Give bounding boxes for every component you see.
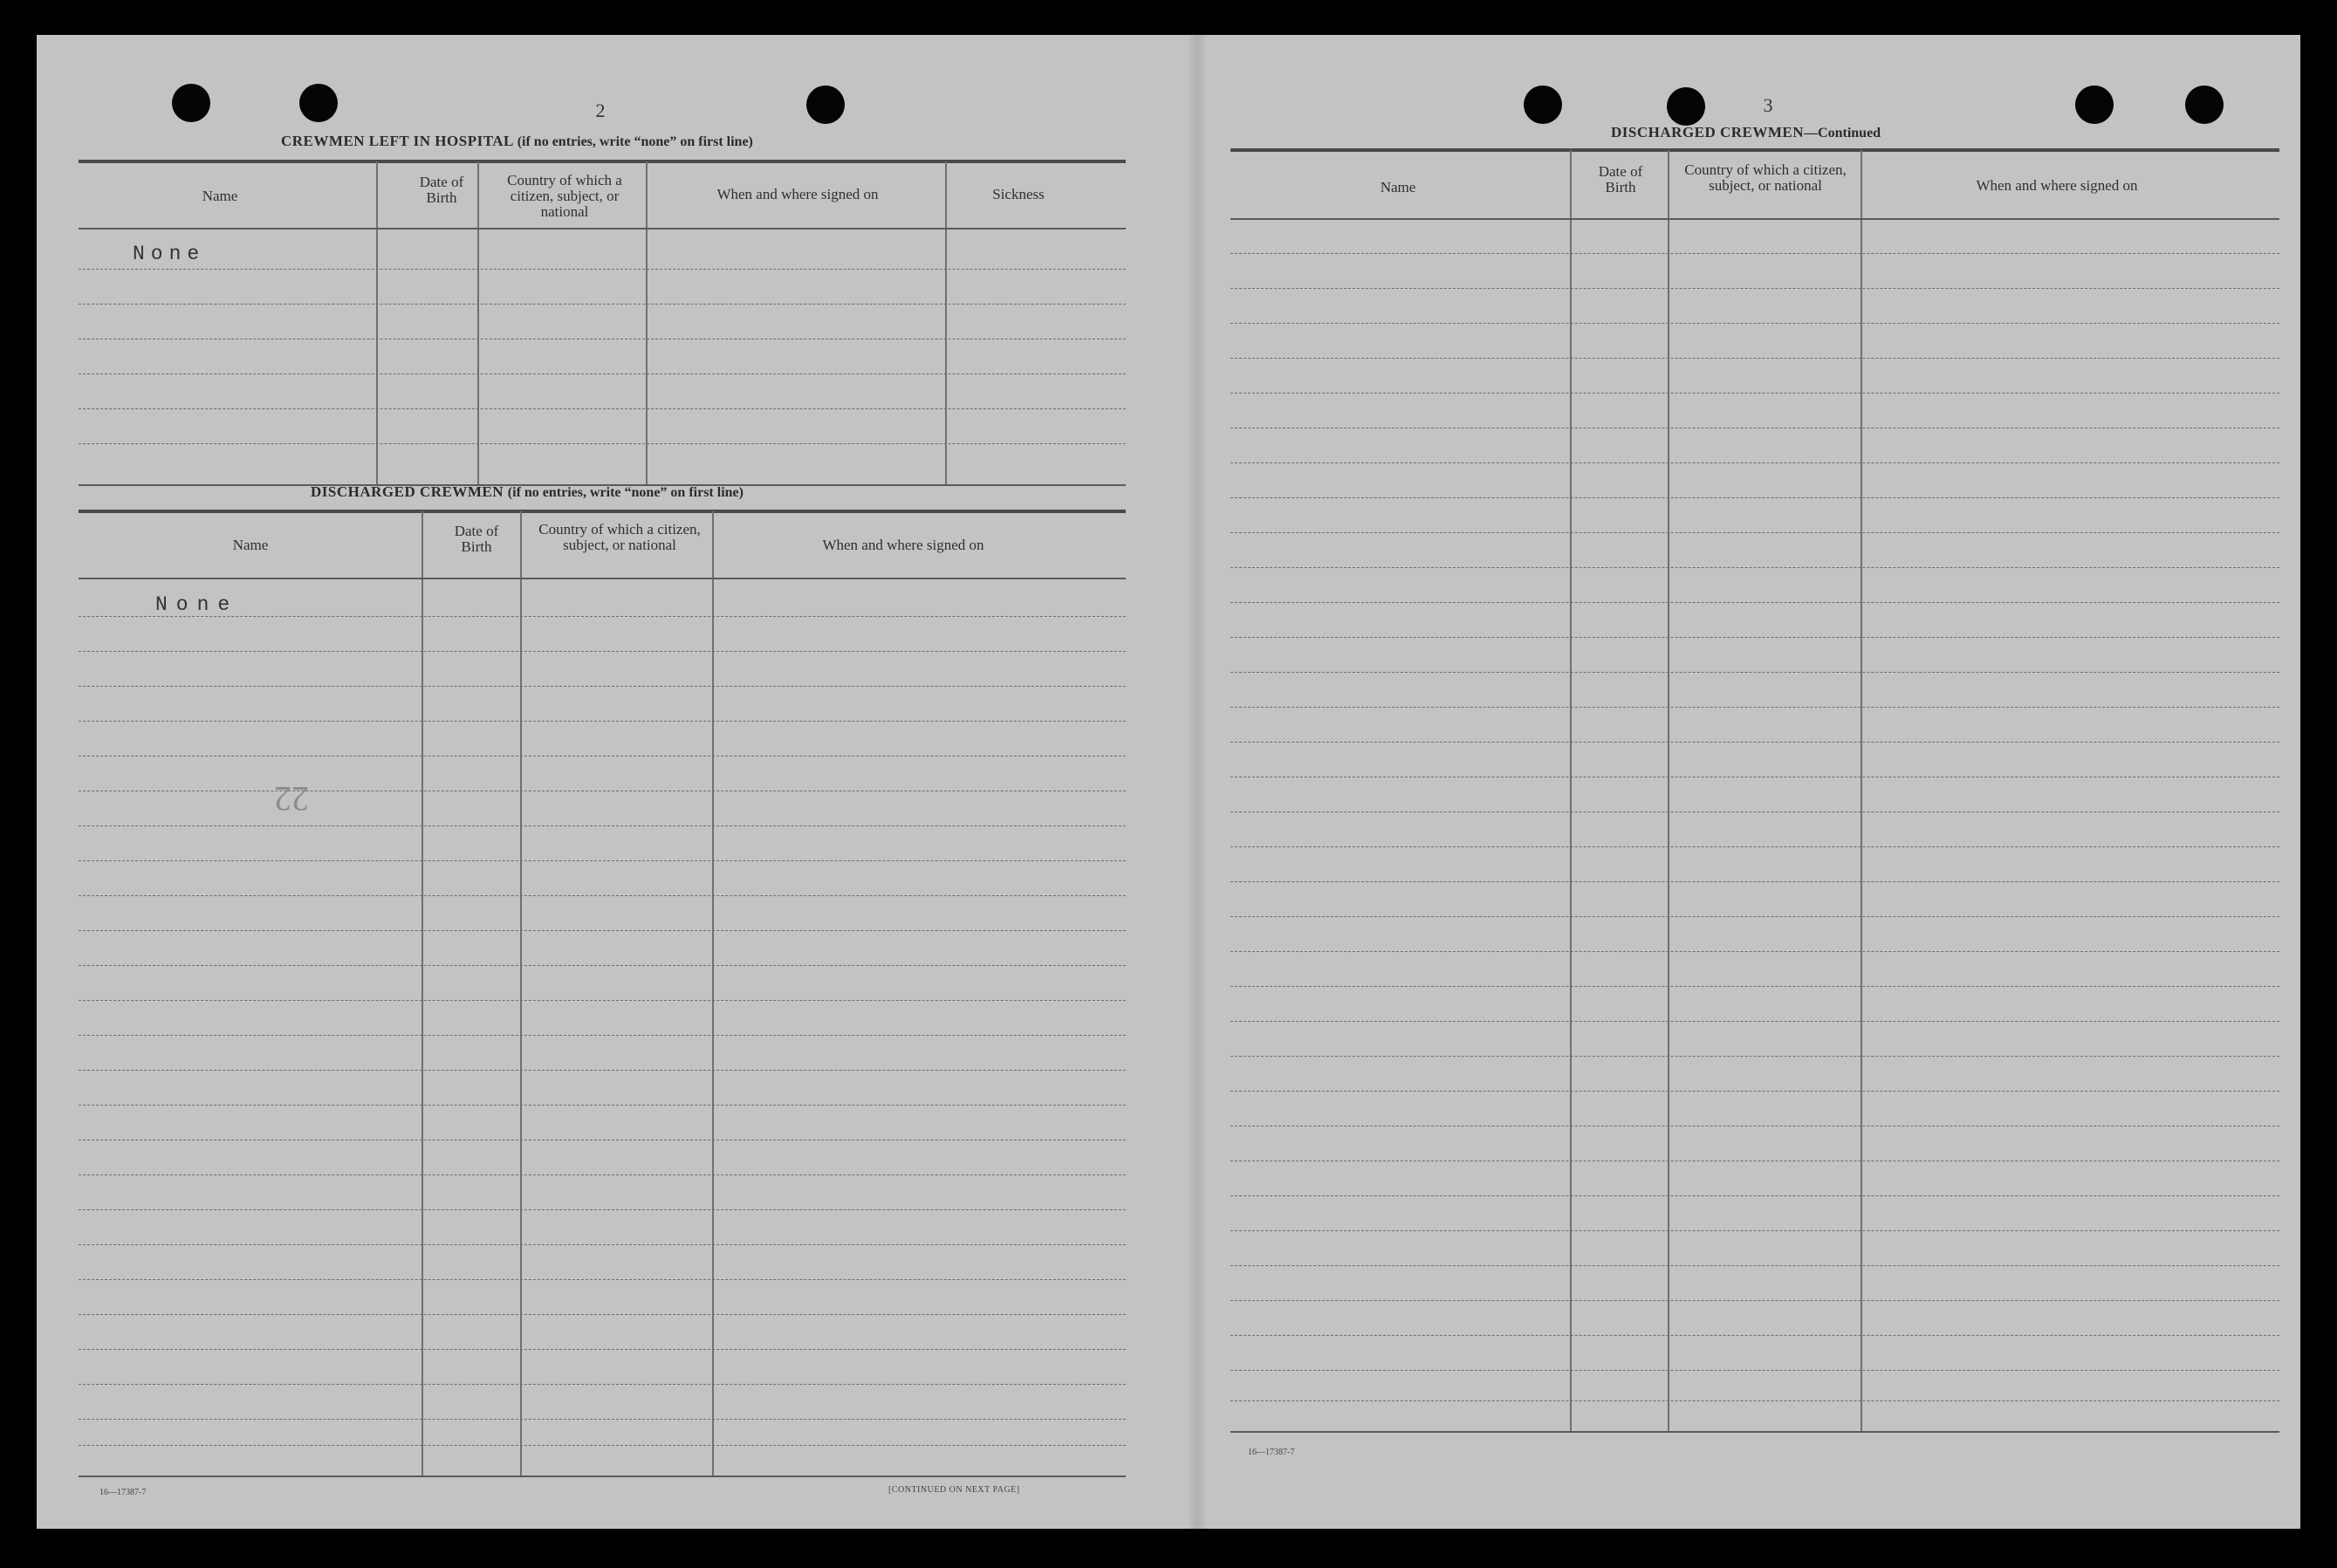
section-title-note: (if no entries, write “none” on first line) <box>507 485 744 500</box>
page-number: 2 <box>595 99 606 121</box>
entry-line <box>79 895 1126 896</box>
entry-line <box>79 1035 1126 1036</box>
discharged-continued-title <box>1611 124 1881 141</box>
entry-line <box>1230 1335 2279 1336</box>
discharged-section-title <box>311 483 744 501</box>
page-number: 3 <box>1763 94 1773 116</box>
section-title-text: CREWMEN LEFT IN HOSPITAL <box>281 133 513 149</box>
entry-line <box>79 408 1126 409</box>
entry-line <box>79 1445 1126 1446</box>
hospital-section-title <box>281 133 753 150</box>
header-rule <box>79 228 1126 229</box>
entry-line <box>1230 1400 2279 1401</box>
punch-hole <box>299 84 338 122</box>
punch-hole <box>172 84 210 122</box>
column-header-date-of-birth: Date of Birth <box>454 523 499 555</box>
entry-line <box>1230 881 2279 882</box>
entry-line <box>1230 1370 2279 1371</box>
punch-hole <box>1524 86 1562 124</box>
column-header-country: Country of which a citizen, subject, or national <box>507 172 622 220</box>
table-top-rule <box>1230 148 2279 152</box>
entry-line <box>1230 1195 2279 1196</box>
column-divider <box>477 161 479 486</box>
column-header-signed-on: When and where signed on <box>1976 177 2138 194</box>
entry-line <box>79 1314 1126 1315</box>
entry-line <box>1230 323 2279 324</box>
entry-line <box>79 651 1126 652</box>
entry-line <box>1230 637 2279 638</box>
column-header-country: Country of which a citizen, subject, or national <box>1684 161 1847 194</box>
entry-line <box>79 373 1126 374</box>
column-divider <box>1668 150 1669 1431</box>
entry-line <box>1230 916 2279 917</box>
document-sheet <box>37 35 2300 1529</box>
entry-line <box>1230 1265 2279 1266</box>
entry-line <box>1230 742 2279 743</box>
column-divider <box>945 161 947 486</box>
entry-line <box>79 756 1126 757</box>
right-page <box>1197 35 2300 1529</box>
entry-line <box>79 1174 1126 1175</box>
entry-line <box>1230 532 2279 533</box>
column-header-date-of-birth: Date of Birth <box>419 174 464 206</box>
typed-entry-none: None <box>133 243 206 265</box>
entry-line <box>1230 672 2279 673</box>
entry-line <box>79 1209 1126 1210</box>
column-divider <box>712 511 714 1476</box>
column-header-name: Name <box>1380 179 1416 195</box>
table-bottom-rule <box>79 1476 1126 1477</box>
table-top-rule <box>79 160 1126 163</box>
punch-hole <box>2075 86 2114 124</box>
table-bottom-rule <box>1230 1431 2279 1433</box>
entry-line <box>1230 951 2279 952</box>
entry-line <box>79 1244 1126 1245</box>
entry-line <box>1230 602 2279 603</box>
punch-hole <box>1667 87 1705 126</box>
column-header-sickness: Sickness <box>992 186 1045 202</box>
entry-line <box>1230 846 2279 847</box>
entry-line <box>1230 253 2279 254</box>
entry-line <box>79 825 1126 826</box>
entry-line <box>79 1279 1126 1280</box>
column-divider <box>421 511 423 1476</box>
entry-line <box>1230 393 2279 394</box>
entry-line <box>79 443 1126 444</box>
column-header-date-of-birth: Date of Birth <box>1598 163 1643 195</box>
entry-line <box>1230 1056 2279 1057</box>
section-title-text: DISCHARGED CREWMEN <box>311 483 504 500</box>
header-rule <box>79 578 1126 579</box>
entry-line <box>1230 497 2279 498</box>
entry-line <box>79 930 1126 931</box>
header-rule <box>1230 218 2279 220</box>
continued-note: [CONTINUED ON NEXT PAGE] <box>888 1485 1020 1495</box>
entry-line <box>79 616 1126 617</box>
entry-line <box>79 1105 1126 1106</box>
column-divider <box>1861 150 1862 1431</box>
column-divider <box>520 511 522 1476</box>
entry-line <box>79 1000 1126 1001</box>
typed-entry-none: None <box>155 593 239 616</box>
entry-line <box>1230 462 2279 463</box>
section-title-suffix: —Continued <box>1804 126 1881 140</box>
entry-line <box>79 721 1126 722</box>
column-header-country: Country of which a citizen, subject, or national <box>538 521 701 553</box>
entry-line <box>1230 707 2279 708</box>
entry-line <box>1230 1091 2279 1092</box>
form-code: 16—17387-7 <box>99 1488 147 1497</box>
table-top-rule <box>79 510 1126 513</box>
column-header-signed-on: When and where signed on <box>822 537 984 553</box>
entry-line <box>79 686 1126 687</box>
left-page <box>37 35 1197 1529</box>
entry-line <box>1230 986 2279 987</box>
entry-line <box>1230 1300 2279 1301</box>
entry-line <box>79 1384 1126 1385</box>
entry-line <box>79 1349 1126 1350</box>
entry-line <box>79 860 1126 861</box>
entry-line <box>79 1070 1126 1071</box>
column-divider <box>646 161 648 486</box>
entry-line <box>1230 288 2279 289</box>
section-title-text: DISCHARGED CREWMEN <box>1611 124 1805 140</box>
punch-hole <box>2185 86 2224 124</box>
column-header-signed-on: When and where signed on <box>716 186 879 202</box>
column-header-name: Name <box>202 188 238 204</box>
entry-line <box>79 269 1126 270</box>
entry-line <box>1230 811 2279 812</box>
entry-line <box>1230 567 2279 568</box>
entry-line <box>1230 1230 2279 1231</box>
entry-line <box>1230 1021 2279 1022</box>
column-divider <box>376 161 378 486</box>
section-title-note: (if no entries, write “none” on first line) <box>517 134 753 149</box>
stray-stamp-mark: 22 <box>274 779 309 818</box>
column-header-name: Name <box>232 537 269 553</box>
entry-line <box>79 304 1126 305</box>
entry-line <box>79 1419 1126 1420</box>
form-code: 16—17387-7 <box>1248 1448 1295 1457</box>
entry-line <box>1230 358 2279 359</box>
column-divider <box>1570 150 1572 1431</box>
punch-hole <box>806 86 845 124</box>
entry-line <box>79 965 1126 966</box>
